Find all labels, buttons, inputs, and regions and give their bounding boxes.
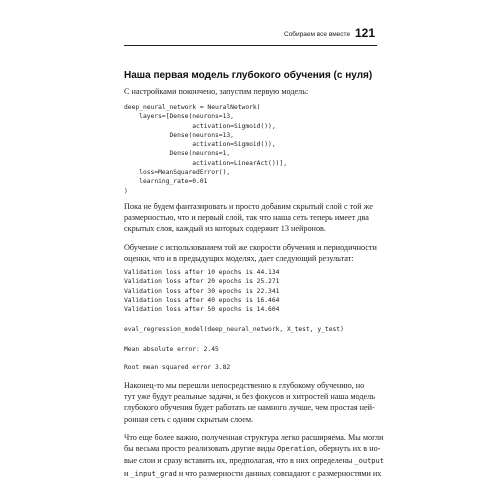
paragraph-line: оценки, что и в предыдущих моделях, дает следующий результат: bbox=[124, 254, 354, 264]
paragraph-line: тут уже будут реальные задачи, и без фокусов и хитростей наша модель bbox=[124, 392, 375, 402]
paragraph-3 bbox=[124, 380, 377, 425]
paragraph-line: Наконец-то мы перешли непосредственно к глубокому обучению, но bbox=[124, 381, 365, 390]
paragraph-line: Пока не будем фантазировать и просто добавим скрытый слой с той же bbox=[124, 202, 373, 211]
paragraph-line: Обучение с использованием той же скорости обучения и периодичности bbox=[124, 243, 377, 252]
paragraph-line: размерностью, что и первый слой, так что наша сеть теперь имеет два bbox=[124, 213, 369, 223]
paragraph-4 bbox=[124, 432, 384, 480]
code-block-mae-output: Mean absolute error: 2.45 bbox=[124, 346, 219, 353]
inline-code-output: _output bbox=[354, 457, 384, 466]
paragraph-line: скрытых слоя, каждый из которых содержит 13 нейронов. bbox=[124, 224, 326, 234]
code-block-rmse-output: Root mean squared error 3.82 bbox=[124, 364, 231, 371]
text-fragment: бы весьма просто реализовать другие виды bbox=[124, 444, 278, 454]
paragraph-line bbox=[124, 468, 382, 480]
intro-paragraph bbox=[124, 86, 377, 97]
paragraph-line: глубокого обучения будет работать не намного лучше, чем простая ней- bbox=[124, 403, 375, 413]
paragraph-line bbox=[124, 455, 384, 467]
paragraph-2 bbox=[124, 242, 377, 264]
intro-line: С настройками покончено, запустим первую модель: bbox=[124, 87, 309, 96]
text-fragment: и bbox=[124, 468, 131, 478]
text-fragment: вые слои и сразу вставить их, предполагая, что в них определены bbox=[124, 456, 355, 466]
paragraph-line bbox=[124, 443, 381, 455]
text-fragment: и что размерности данных совпадают с размерностями их bbox=[176, 468, 382, 478]
code-block-model: deep_neural_network = NeuralNetwork( layers=[Dense(neurons=13, activation=Sigmoid()), Dense(neurons=13, activation=Sigmoid()), Dense(neurons=1, activation=LinearAct())], loss=MeanSquaredError(), learning_rate=0.01 ) bbox=[124, 104, 288, 195]
paragraph-line: Что еще более важно, полученная структура легко расширяема. Мы могли bbox=[124, 433, 384, 442]
paragraph-1 bbox=[124, 201, 377, 235]
page-number: 121 bbox=[355, 26, 376, 40]
running-header-title: Собираем все вместе bbox=[284, 31, 351, 38]
code-block-eval-call: eval_regression_model(deep_neural_network, X_test, y_test) bbox=[124, 326, 344, 333]
paragraph-line: ронная сеть с одним скрытым слоем. bbox=[124, 414, 254, 424]
header-rule bbox=[124, 45, 377, 46]
section-heading: Наша первая модель глубокого обучения (с нуля) bbox=[124, 70, 373, 81]
inline-code-input-grad: _input_grad bbox=[130, 469, 177, 478]
code-block-training-output: Validation loss after 10 epochs is 44.134 Validation loss after 20 epochs is 25.271 Validation loss after 30 epochs is 22.341 Validation loss after 40 epochs is 16.464 Validation loss after 50 epochs is 14.604 bbox=[124, 269, 280, 314]
inline-code-operation: Operation bbox=[277, 445, 315, 454]
text-fragment: , обернуть их в но- bbox=[314, 444, 381, 454]
